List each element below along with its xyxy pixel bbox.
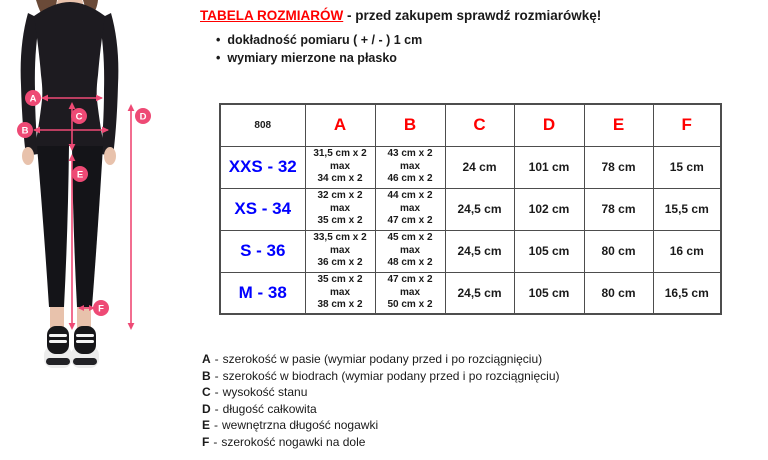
legend-separator: - [213, 434, 218, 449]
legend-text: szerokość nogawki na dole [221, 434, 366, 449]
legend-text: długość całkowita [222, 401, 317, 416]
note-item [216, 31, 422, 49]
legend-letter: A [202, 352, 211, 366]
cell-a: 35 cm x 2 max 38 cm x 2 [305, 272, 375, 314]
cell-d: 102 cm [514, 188, 584, 230]
legend-text: wysokość stanu [222, 385, 308, 399]
cell-f: 16,5 cm [653, 272, 721, 314]
cell-e: 80 cm [584, 230, 653, 272]
legend-letter: F [202, 434, 210, 449]
table-header-row [220, 104, 721, 146]
badge-E-label: E [76, 169, 84, 181]
legend-item [202, 434, 560, 451]
page-title-highlight: TABELA ROZMIARÓW [200, 8, 344, 23]
size-label: XXS - 32 [220, 146, 305, 188]
legend-text: wewnętrzna długość nogawki [222, 418, 379, 432]
badge-D-label: D [139, 111, 147, 123]
size-label: M - 38 [220, 272, 305, 314]
badge-C-label: C [75, 111, 83, 123]
legend-letter: D [202, 401, 211, 416]
legend-item [202, 384, 560, 401]
column-header-c: C [445, 104, 514, 146]
cell-b: 47 cm x 2 max 50 cm x 2 [375, 272, 445, 314]
badge-A-label: A [29, 93, 37, 105]
cell-b: 45 cm x 2 max 48 cm x 2 [375, 230, 445, 272]
cell-f: 15 cm [653, 146, 721, 188]
column-header-d: D [514, 104, 584, 146]
cell-b: 43 cm x 2 max 46 cm x 2 [375, 146, 445, 188]
column-header-f: F [653, 104, 721, 146]
legend-letter: E [202, 418, 211, 432]
legend-item [202, 417, 560, 434]
note-item [216, 49, 422, 67]
legend-item [202, 368, 560, 385]
badge-B-label: B [21, 125, 29, 137]
model-hand-left [22, 147, 34, 165]
cell-c: 24,5 cm [445, 272, 514, 314]
measurement-legend [202, 351, 560, 450]
model-photo [0, 0, 190, 375]
legend-separator: - [214, 418, 219, 432]
cell-e: 78 cm [584, 188, 653, 230]
size-table [219, 103, 722, 315]
cell-e: 78 cm [584, 146, 653, 188]
page-title [200, 8, 601, 23]
model-sneakers [44, 326, 99, 368]
size-label: XS - 34 [220, 188, 305, 230]
model-hand-right [104, 147, 116, 165]
cell-f: 16 cm [653, 230, 721, 272]
cell-a: 32 cm x 2 max 35 cm x 2 [305, 188, 375, 230]
cell-d: 105 cm [514, 272, 584, 314]
legend-letter: B [202, 368, 211, 383]
table-row [220, 230, 721, 272]
table-row [220, 146, 721, 188]
legend-separator: - [214, 401, 219, 416]
column-header-b: B [375, 104, 445, 146]
legend-separator: - [214, 368, 219, 383]
model-figure-svg [0, 0, 190, 375]
cell-a: 33,5 cm x 2 max 36 cm x 2 [305, 230, 375, 272]
cell-c: 24,5 cm [445, 188, 514, 230]
cell-d: 105 cm [514, 230, 584, 272]
cell-f: 15,5 cm [653, 188, 721, 230]
legend-separator: - [214, 385, 219, 399]
cell-c: 24 cm [445, 146, 514, 188]
product-code: 808 [220, 104, 305, 146]
note-text: dokładność pomiaru ( + / - ) 1 cm [227, 33, 423, 47]
note-text: wymiary mierzone na płasko [227, 51, 397, 65]
column-header-e: E [584, 104, 653, 146]
cell-e: 80 cm [584, 272, 653, 314]
legend-text: szerokość w pasie (wymiar podany przed i po rozciągnięciu) [222, 352, 543, 366]
model-leggings [37, 146, 103, 307]
page-title-rest: - przed zakupem sprawdź rozmiarówkę! [343, 8, 602, 23]
bullet-icon: • [216, 51, 221, 65]
table-row [220, 272, 721, 314]
column-header-a: A [305, 104, 375, 146]
cell-d: 101 cm [514, 146, 584, 188]
legend-text: szerokość w biodrach (wymiar podany przed i po rozciągnięciu) [222, 368, 560, 383]
table-row [220, 188, 721, 230]
model-sweater [21, 2, 119, 156]
bullet-icon: • [216, 33, 221, 47]
legend-letter: C [202, 385, 211, 399]
legend-separator: - [214, 352, 219, 366]
measure-arrow-D [128, 104, 135, 330]
measurement-notes [216, 31, 422, 67]
cell-a: 31,5 cm x 2 max 34 cm x 2 [305, 146, 375, 188]
legend-item [202, 351, 560, 368]
badge-F-label: F [98, 303, 104, 315]
cell-c: 24,5 cm [445, 230, 514, 272]
legend-item [202, 401, 560, 418]
size-label: S - 36 [220, 230, 305, 272]
cell-b: 44 cm x 2 max 47 cm x 2 [375, 188, 445, 230]
